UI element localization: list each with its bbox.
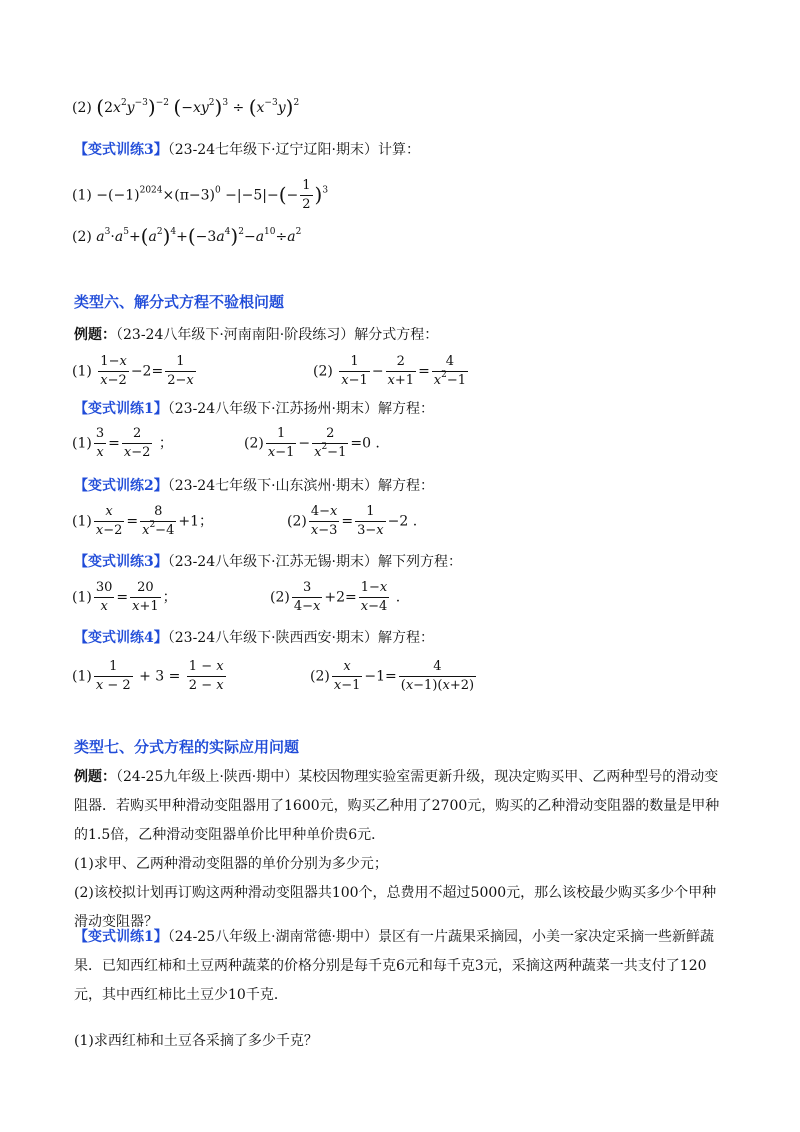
variant-3-question-2: (2) $a^3\cdot a^5+(a^2)^4+(-3a^4)^2-a^{10}\div a^2$ [72, 224, 302, 248]
prev-problem-2: (2) $(2x^2y^{-3})^{-2}$ $(-xy^2)^3 \div (x^{-3}y)^2$ [72, 95, 300, 119]
section-7-question-1: (1)求甲、乙两种滑动变阻器的单价分别为多少元； [74, 856, 388, 872]
variant-4-equation-1: (1) $\frac{1}{x - 2}$ + 3 = $\frac{1 - x}{2 - x}$ [72, 659, 224, 693]
variant-2-equation-2: (2) $\frac{4-x}{x-3}$ = $\frac{1}{3-x}$ −2 . [287, 504, 418, 538]
section-7-variant-1-question-1: (1)求西红柿和土豆各采摘了多少千克？ [74, 1033, 318, 1049]
section-6-variant-1-header: 【变式训练1】（23-24八年级下·江苏扬州·期末）解方程： [74, 401, 435, 417]
variant-training-3-header: 【变式训练3】（23-24七年级下·辽宁辽阳·期末）计算： [74, 142, 421, 158]
example-equation-2: (2) $\frac{1}{x-1}$ − $\frac{2}{x+1}$ = $\frac{4}{x^2-1}$ [313, 354, 467, 388]
variant-4-equation-2: (2) $\frac{x}{x-1}$ −1= $\frac{4}{(x-1)(x+2)}$ [310, 659, 475, 693]
variant-3-question-1: $(1) -(-1)^{2024}\times(\pi-3)^0 -|-5|-(-$ $\frac{1}{2}$ )$^3$ [72, 178, 329, 212]
variant-3-equation-1: (1) $\frac{30}{x}$ = $\frac{20}{x+1}$ ； [72, 580, 177, 614]
section-6-variant-3-header: 【变式训练3】（23-24八年级下·江苏无锡·期末）解下列方程： [74, 554, 463, 570]
section-7-example: 例题：（24-25九年级上·陕西·期中）某校因物理实验室需更新升级，现决定购买甲、乙两种型号的滑动变阻器．若购买甲种滑动变阻器用了1600元，购买乙种用了2700元，购买的乙种滑动变阻器的数量是甲种的1.5倍，乙种滑动变阻器单价比甲种单价贵6元． [74, 769, 720, 843]
section-7-question-2: (2)该校拟计划再订购这两种滑动变阻器共100个，总费用不超过5000元，那么该校最少购买多少个甲种滑动变阻器？ [74, 885, 717, 930]
variant-1-equation-2: (2) $\frac{1}{x-1}$ − $\frac{2}{x^2-1}$ =0 . [244, 426, 380, 460]
section-6-title: 类型六、解分式方程不验根问题 [74, 293, 285, 311]
section-6-variant-2-header: 【变式训练2】（23-24七年级下·山东滨州·期末）解方程： [74, 478, 435, 494]
variant-3-equation-2: (2) $\frac{3}{4-x}$ +2= $\frac{1-x}{x-4}$ . [270, 580, 401, 614]
section-7-title: 类型七、分式方程的实际应用问题 [74, 738, 300, 756]
section-7-variant-1: 【变式训练1】（24-25八年级上·湖南常德·期中）景区有一片蔬果采摘园，小美一家决定采摘一些新鲜蔬果．已知西红柿和土豆两种蔬菜的价格分别是每千克6元和每千克3元，采摘这两种蔬菜一共支付了120元，其中西红柿比土豆少10千克． [74, 929, 715, 1003]
example-equation-1: (1) $\frac{1-x}{x-2}$ −2= $\frac{1}{2-x}$ [72, 354, 194, 388]
fraction: $\frac{1}{2}$ [302, 178, 311, 212]
variant-1-equation-1: (1) $\frac{3}{x}$ = $\frac{2}{x-2}$ ； [72, 426, 173, 460]
section-6-example-header: 例题：（23-24八年级下·河南南阳·阶段练习）解分式方程： [74, 327, 439, 343]
variant-2-equation-1: (1) $\frac{x}{x-2}$ = $\frac{8}{x^2-4}$ +1； [72, 504, 213, 538]
section-6-variant-4-header: 【变式训练4】（23-24八年级下·陕西西安·期末）解方程： [74, 630, 435, 646]
